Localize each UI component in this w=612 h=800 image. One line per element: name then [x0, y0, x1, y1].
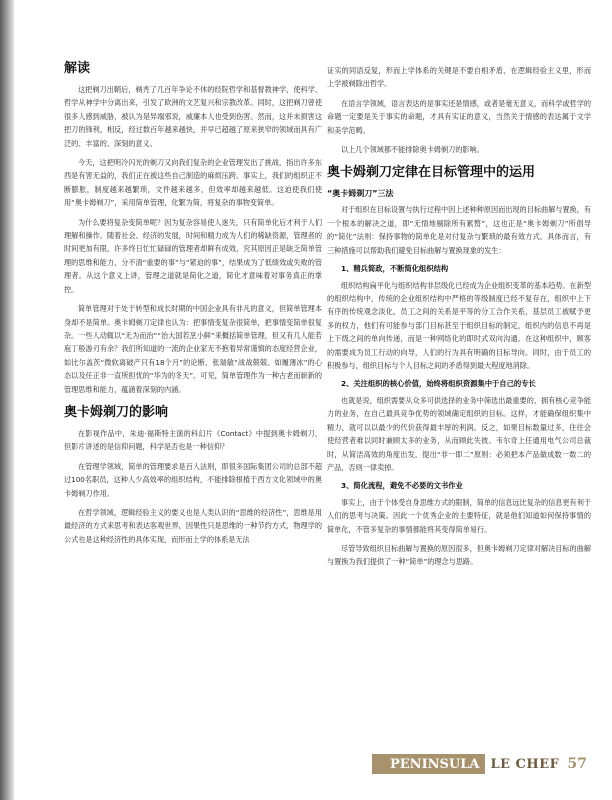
- subheading-three-methods: “奥卡姆剃刀”三法: [327, 189, 394, 199]
- paragraph: 在哲学领域，逻辑经验主义的要义也是人类认识的“思维的经济性”，思维是用最经济的方式来思考和表达客观世界，因果性只是思维的一种节约方式，物理学的公式也是这种经济性的具体实现，而形而上学的体系是无法: [64, 507, 322, 544]
- paragraph: 简单管理对于处于转型和成长时期的中国企业具有非凡的意义，但简单管理本身却不是简单。奥卡姆剃刀定律也认为：把事情变复杂很简单，把事情变简单很复杂。一些人动辄以“无为而治”“治大国若烹小鲜”来概括简单管理，但又有几人能若庖丁般游刃有余？我们所知道的一流的企业家无不抱着异常谨慎的态度经营企业，如比尔盖茨“微软离破产只有18个月”的论断、张瑞敏“战战兢兢、如履薄冰”的心态以及任正非一直所担忧的“华为的冬天”。可见，简单管理作为一种古老而崭新的管理思维和能力，蕴涵着深刻的内涵。: [64, 304, 322, 394]
- paragraph: 组织结构扁平化与组织结构非层级化已经成为企业组织变革的基本趋势。在新型的组织结构中，传统的企业组织结构中严格的等级制度已经不复存在，组织中上下有序的传统观念淡化，员工之间的关系是平等的分工合作关系，基层员工被赋予更多的权力，他们有可能参与部门目标甚至于组织目标的制定，组织内的信息不再是上下级之间的单向传递，而是一种网络化的即时式双向沟通。在这种组织中，顾客的需要成为员工行动的向导，人们的行为具有明确的目标导向。同时，由于员工的积极参与，组织目标与个人目标之间的矛盾得到最大程度地消除。: [327, 280, 591, 370]
- page-footer: [372, 752, 600, 776]
- item-title-1: 1、精兵简政，不断简化组织结构: [341, 264, 449, 274]
- paragraph: 这把剃刀出鞘后，剃秃了几百年争论不休的经院哲学和基督教神学，使科学、哲学从神学中分离出来，引发了欧洲的文艺复兴和宗教改革。同时，这把剃刀曾使很多人感到威胁，被认为是异端邪说，威廉本人也受到伤害。然而，这并未损害这把刀的锋利，相反，经过数百年越来越快，并早已超越了原来狭窄的领域而具有广泛的、丰富的、深刻的意义。: [64, 85, 322, 148]
- paragraph: 在语言学领域，语言表达的是事实还是情感，或者是毫无意义，而科学或哲学的命题一定要是关于事实的命题，才具有实证的意义，当然关于情感的表达属于文学和美学范畴。: [327, 98, 591, 135]
- page-number: 57: [567, 756, 587, 772]
- item-title-2: 2、关注组织的核心价值，始终将组织资源集中于自己的专长: [341, 379, 536, 389]
- paragraph: 尽管导致组织目标曲解与置换的原因很多，但奥卡姆剃刀定律对解决目标的曲解与置换为我们提供了一种“简单”的理念与思路。: [327, 544, 591, 567]
- paragraph: 为什么要将复杂变简单呢？因为复杂容易使人迷失，只有简单化后才利于人们理解和操作。随着社会、经济的发展，时间和精力成为人们的稀缺资源，管理者的时间更加有限，许多终日忙忙碌碌的管理者却鲜有成效，究其原因正是缺乏简单管理的思维和能力，分不清“重要的事”与“紧迫的事”，结果成为了低绩效或失败的管理者。从这个意义上讲，管理之道就是简化之道，简化才意味着对事务真正的掌控。: [64, 217, 322, 294]
- item-title-3: 3、简化流程，避免不必要的文书作业: [341, 481, 463, 491]
- paragraph: 对于组织在目标设置与执行过程中因上述种种原因而出现的目标曲解与置换，有一个根本的解决之道，即“无情地剔除所有累赘”，这也正是“奥卡姆剃刀”所倡导的“简化”法则：保持事物的简单化是对付复杂与繁琐的最有效方式。具体而言，有三种措施可以帮助我们避免目标曲解与置换现象的发生：: [327, 205, 591, 255]
- paragraph: 以上几个领域都不能排除奥卡姆剃刀的影响。: [341, 145, 484, 155]
- paragraph: 也就是说，组织需要从众多可供选择的业务中筛选出最重要的、拥有核心竞争能力的业务，在自己最具竞争优势的领域确定组织的目标。这样，才能确保组织集中精力，就可以以最少的代价获得最丰厚的利润。反之，如果目标数量过多，往往会使经营者难以同时兼顾太多的业务，从而顾此失彼。韦尔奇上任通用电气公司总裁时，从简洁高效的角度出发，提出“非一即二”原则：必须把本产品做成数一数二的产品，否则一律卖掉。: [327, 395, 591, 472]
- right-column: [327, 64, 591, 575]
- heading-application: 奥卡姆剃刀定律在目标管理中的运用: [327, 165, 536, 181]
- heading-interpretation: 解读: [64, 61, 91, 76]
- paragraph: 在影视作品中，朱迪·福斯特主演的科幻片《Contact》中提到奥卡姆剃刀，但影片讲述的是信仰问题，科学是否也是一种信仰？: [64, 428, 322, 452]
- page-edge-bar: [0, 0, 14, 800]
- paragraph: 事实上，由于个体受自身思维方式的限制，简单的信息远比复杂的信息更有利于人们的思考与决策。因此一个优秀企业的主要特征，就是他们知道如何保持事情的简单化，不管多复杂的事情都能将其变得简单易行。: [327, 497, 591, 534]
- left-column: [64, 60, 322, 552]
- heading-influence: 奥卡姆剃刀的影响: [64, 404, 169, 420]
- paragraph: 证实的同语反复，形而上学体系的关键是不要自相矛盾，在逻辑经验主义里，形而上学被剃除出哲学。: [327, 66, 591, 89]
- paragraph: 今天，这把明冷闪光的剃刀又向我们复杂的企业管理发出了挑战，指出许多东西是有害无益的，我们正在被这些自己制造的麻烦压跨。事实上，我们的组织正不断膨胀，制度越来越繁琐，文件越来越多，但效率却越来越低。这迫使我们使用“奥卡姆剃刀”，采用简单管理，化繁为简，将复杂的事物变简单。: [64, 158, 322, 208]
- paragraph: 在管理学领域，简单的管理要求是百人法则，即很多国际集团公司的总部不超过100名职员，这种人少高效率的组织结构，不能排除根植于西方文化领域中的奥卡姆剃刀作用。: [64, 461, 322, 498]
- magazine-name: PENINSULA: [372, 754, 485, 774]
- section-name: LE CHEF: [490, 756, 560, 772]
